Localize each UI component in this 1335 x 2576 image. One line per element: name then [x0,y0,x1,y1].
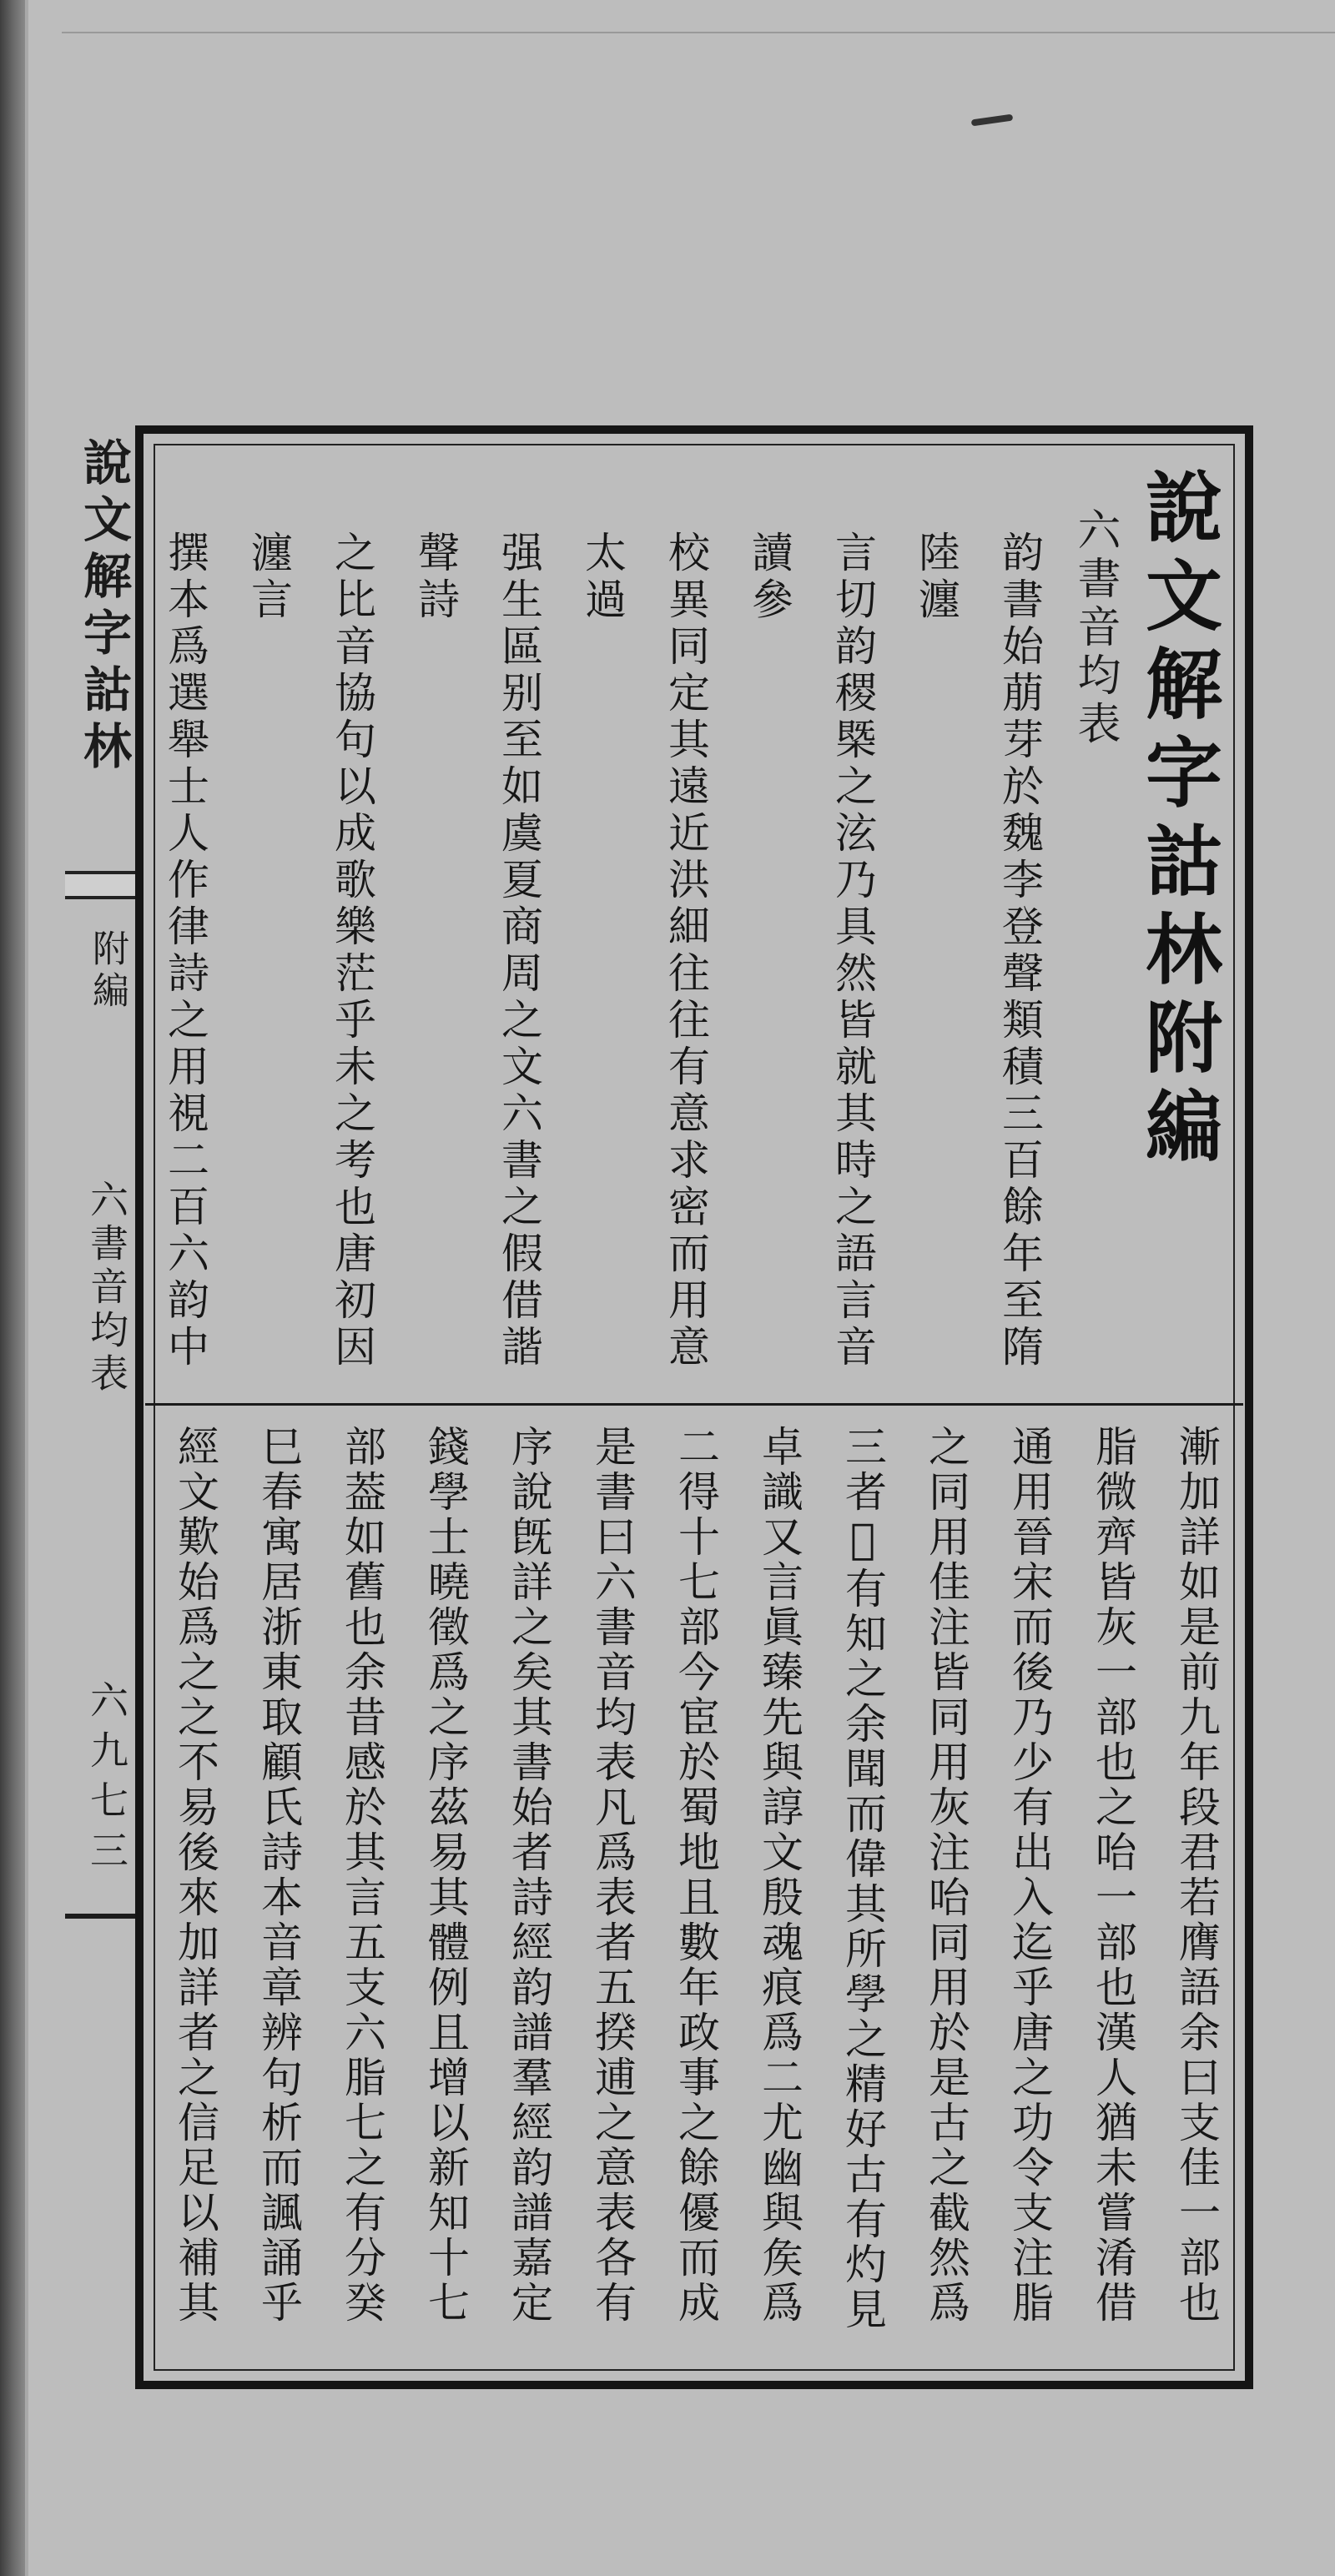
text-column: 校異同定其遠近洪細往往有意求密而用意太過 [578,531,710,1371]
text-frame [135,425,1253,2389]
text-column: 巳春寓居浙東取顧氏詩本音章辨句析而諷誦乎 [254,1425,303,2326]
text-column: 經文歎始爲之之不易後來加詳者之信足以補其 [171,1425,219,2326]
book-binding [0,0,25,2576]
text-column: 之同用佳注皆同用灰注咍同用於是古之截然爲 [922,1425,970,2326]
ink-mark [971,114,1014,127]
text-column: 撰本爲選舉士人作律詩之用視二百六韵中 [161,531,209,1371]
text-column: 二得十七部今宦於蜀地且數年政事之餘優而成 [672,1425,720,2326]
half-divider [145,1403,1243,1406]
page-number: 六九七三 [84,1680,129,1880]
text-column: 是書曰六書音均表凡爲表者五揆逋之意表各有 [588,1425,637,2326]
page [28,0,1335,2576]
margin-tab [65,429,137,1919]
margin-section: 附編 [86,929,128,1013]
text-column: 錢學士曉徵爲之序茲易其體例且增以新知十七 [421,1425,470,2326]
text-column: 三者𡚶有知之余聞而偉其所學之精好古有灼見 [839,1425,887,2332]
upper-text-block [144,531,1061,1390]
text-column: 漸加詳如是前九年段君若膺語余曰支佳一部也 [1172,1425,1221,2326]
text-column: 通用晉宋而後乃少有出入迄乎唐之功令支注脂 [1005,1425,1054,2326]
margin-chapter: 六書音均表 [84,1180,129,1396]
lower-text-block [144,1425,1238,2374]
margin-divider-bar [65,871,135,899]
text-column: 部葢如舊也余昔感於其言五支六脂七之有分癸 [338,1425,386,2326]
text-column: 之比音協句以成歌樂茫乎未之考也唐初因瀍言 [244,531,376,1371]
text-column: 序說旣詳之矣其書始者詩經韵譜羣經韵譜嘉定 [505,1425,553,2326]
text-column: 言切韵稷槩之泫乃具然皆就其時之語言音讀參 [745,531,877,1371]
page-title: 說文解字詁林附編 [1133,467,1223,1175]
text-column: 韵書始萠芽於魏李登聲類積三百餘年至隋陸瀍 [912,531,1044,1371]
top-rule [62,32,1335,33]
margin-book-title: 說文解字詁林 [75,437,132,777]
section-title: 六書音均表 [1070,507,1120,749]
text-column: 卓識又言眞臻先與諄文殷魂痕爲二尤幽與矦爲 [755,1425,804,2326]
text-column: 脂微齊皆灰一部也之咍一部也漢人猶未嘗淆借 [1089,1425,1137,2326]
text-column: 强生區别至如虞夏商周之文六書之假借諧聲詩 [411,531,543,1371]
text-column [144,1425,154,2374]
